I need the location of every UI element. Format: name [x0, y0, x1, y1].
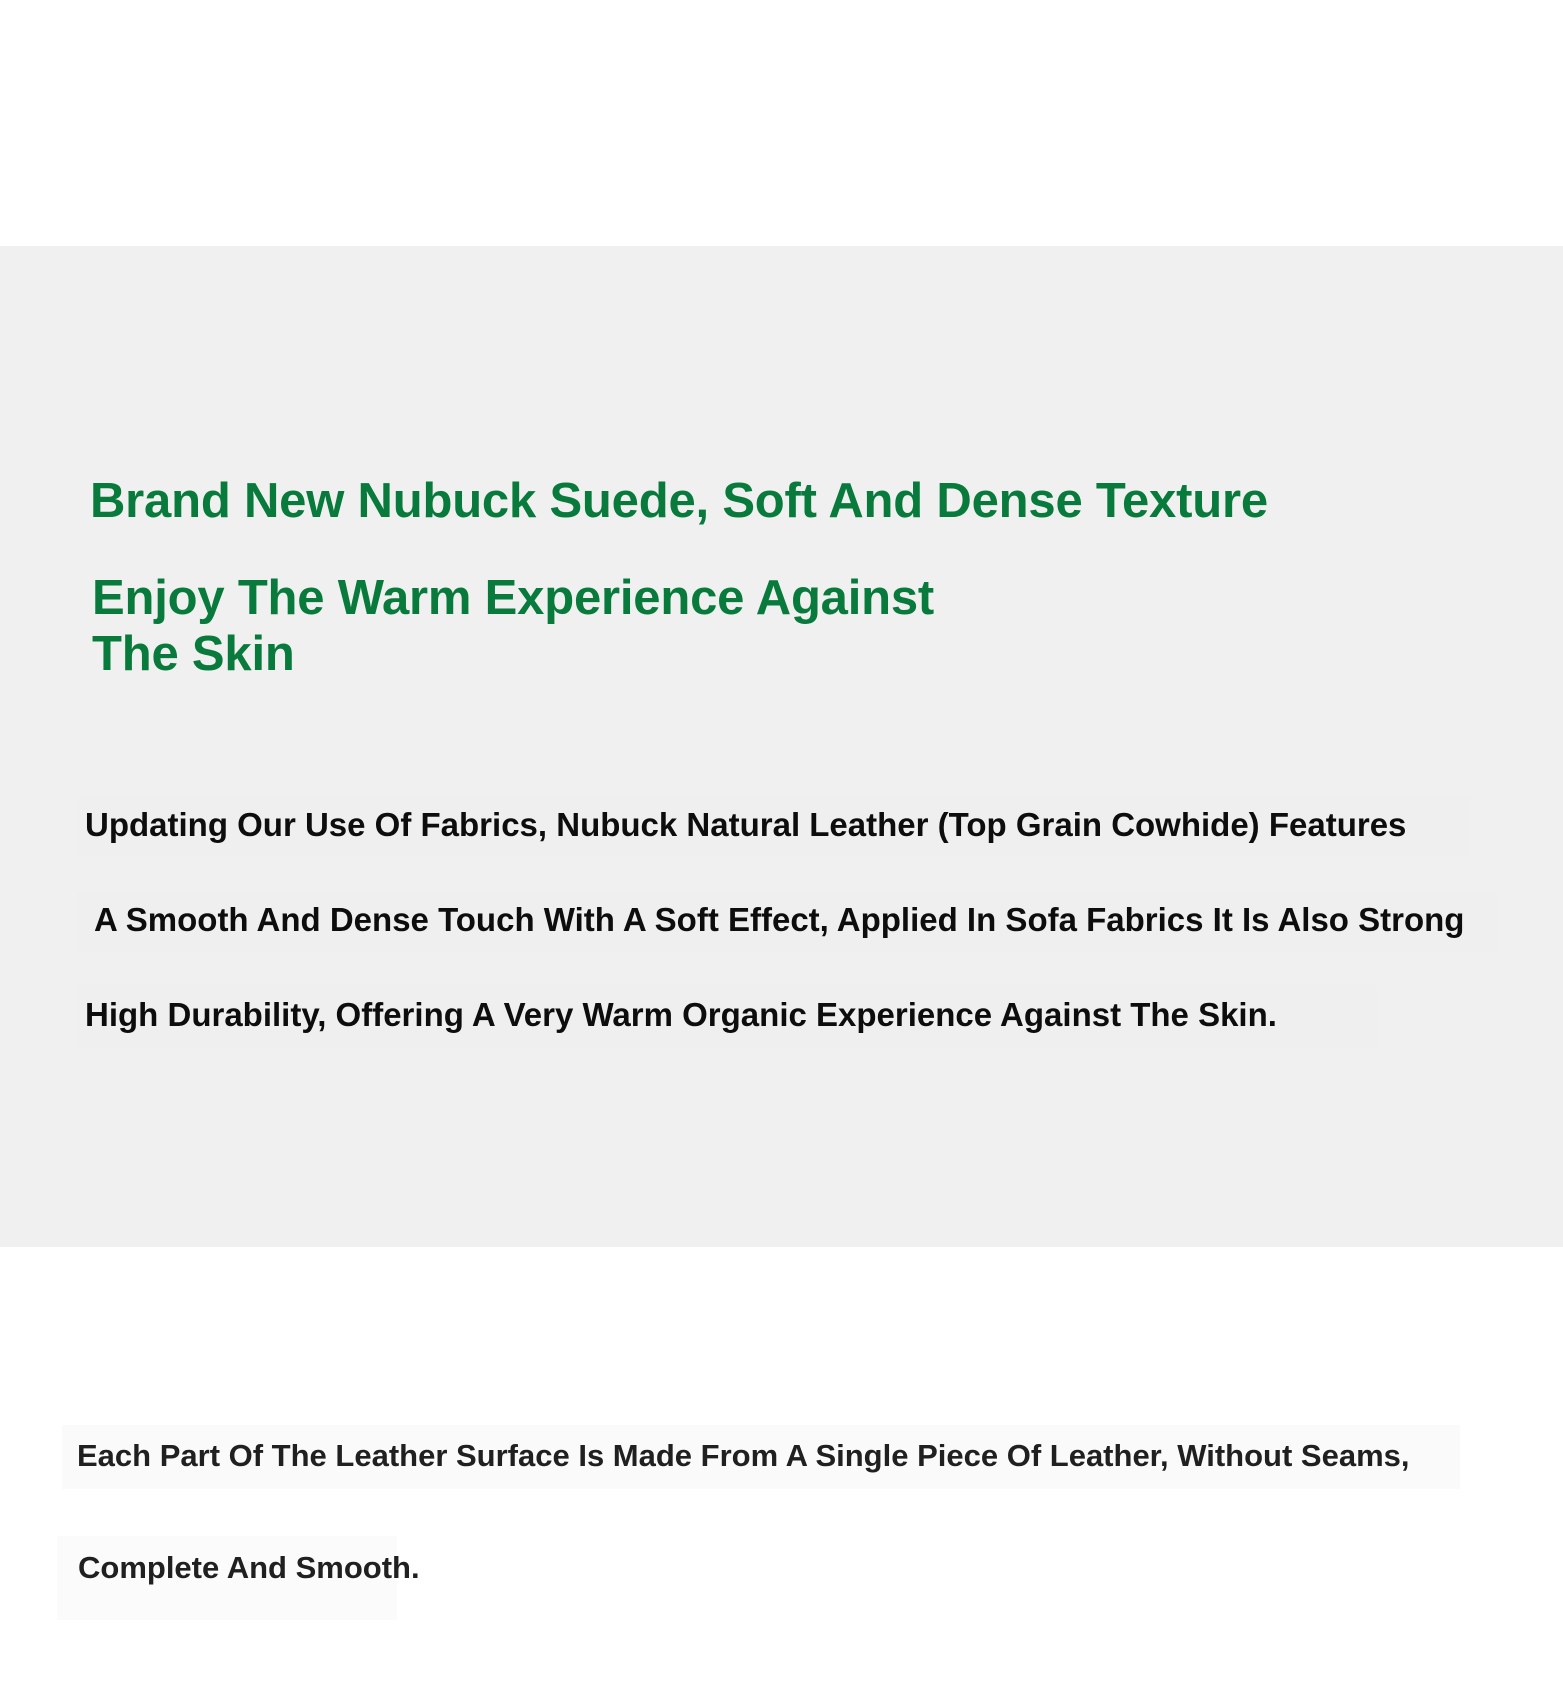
feature-heading-secondary-line2: The Skin	[92, 627, 295, 681]
feature-heading-secondary-line1: Enjoy The Warm Experience Against	[92, 571, 935, 625]
feature-description-line2: A Smooth And Dense Touch With A Soft Effect, Applied In Sofa Fabrics It Is Also Strong	[77, 892, 1497, 952]
feature-description-line3: High Durability, Offering A Very Warm Organic Experience Against The Skin.	[77, 985, 1377, 1049]
note-line2: Complete And Smooth.	[57, 1536, 397, 1620]
feature-section	[0, 246, 1563, 1247]
feature-description-line1: Updating Our Use Of Fabrics, Nubuck Natural Leather (Top Grain Cowhide) Features	[77, 797, 1470, 857]
top-blank-band	[0, 0, 1563, 246]
note-line1: Each Part Of The Leather Surface Is Made From A Single Piece Of Leather, Without Seams,	[62, 1425, 1460, 1489]
feature-heading-secondary	[78, 570, 978, 690]
feature-heading-primary: Brand New Nubuck Suede, Soft And Dense Texture	[78, 453, 1470, 555]
